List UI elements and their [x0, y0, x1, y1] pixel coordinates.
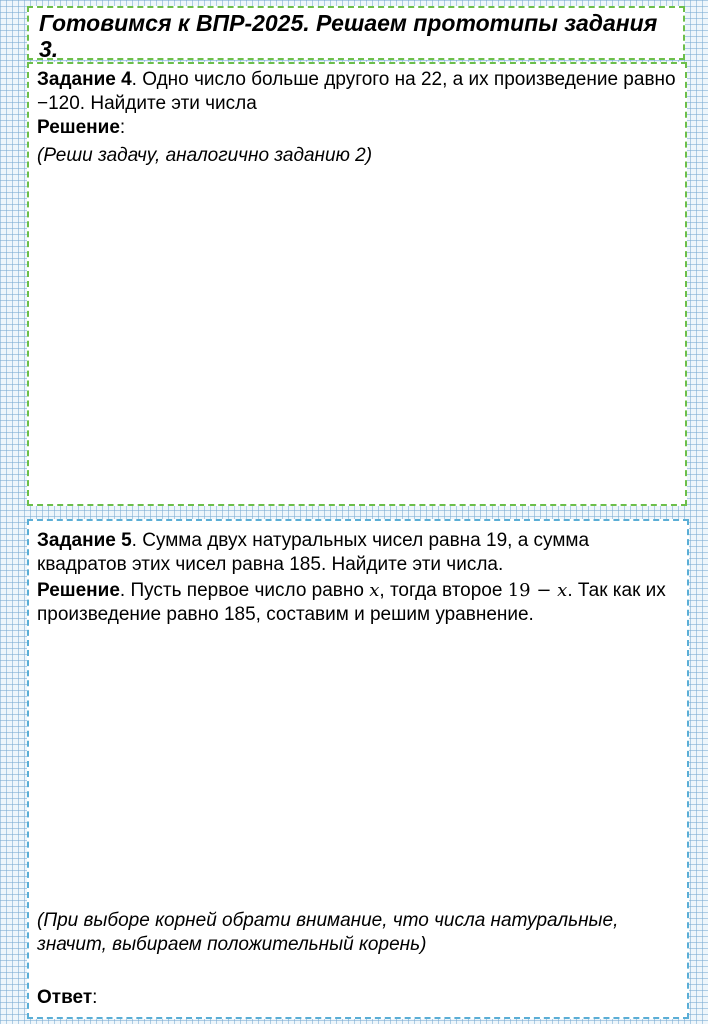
task4-solution-heading	[37, 116, 677, 140]
variable-x-2: x	[557, 580, 568, 601]
task5-answer-colon: :	[92, 987, 98, 1008]
task5-solution-part3: . Так как их произведение равно 185, составим и решим уравнение.	[37, 580, 666, 625]
task5-solution	[37, 579, 677, 627]
task5-note: (При выборе корней обрати внимание, что числа натуральные, значит, выбираем положительный корень)	[37, 910, 619, 955]
task4-box	[27, 62, 687, 506]
title-box	[27, 6, 685, 60]
task5-text: . Сумма двух натуральных чисел равна 19, а сумма квадратов этих чисел равна 185. Найдите эти числа.	[37, 530, 590, 575]
expression-number: 19 −	[507, 580, 558, 601]
task5-answer-label: Ответ	[37, 987, 93, 1008]
task5-solution-label: Решение	[37, 580, 120, 601]
task4-statement	[37, 68, 677, 116]
task5-box	[27, 519, 689, 1019]
task5-label: Задание 5	[37, 530, 132, 551]
task4-hint: (Реши задачу, аналогично заданию 2)	[37, 145, 373, 166]
task4-solution-colon: :	[119, 117, 126, 138]
task5-solution-part1: . Пусть первое число равно	[119, 580, 370, 601]
task4-label: Задание 4	[37, 69, 132, 90]
task5-solution-part2: , тогда второе	[379, 580, 508, 601]
task4-solution-label: Решение	[37, 117, 120, 138]
task4-text: . Одно число больше другого на 22, а их произведение равно −120. Найдите эти числа	[37, 69, 676, 114]
task5-answer	[37, 986, 677, 1010]
task5-statement	[37, 529, 677, 577]
variable-x: x	[369, 580, 380, 601]
page-title: Готовимся к ВПР-2025. Решаем прототипы задания 3.	[39, 10, 658, 62]
